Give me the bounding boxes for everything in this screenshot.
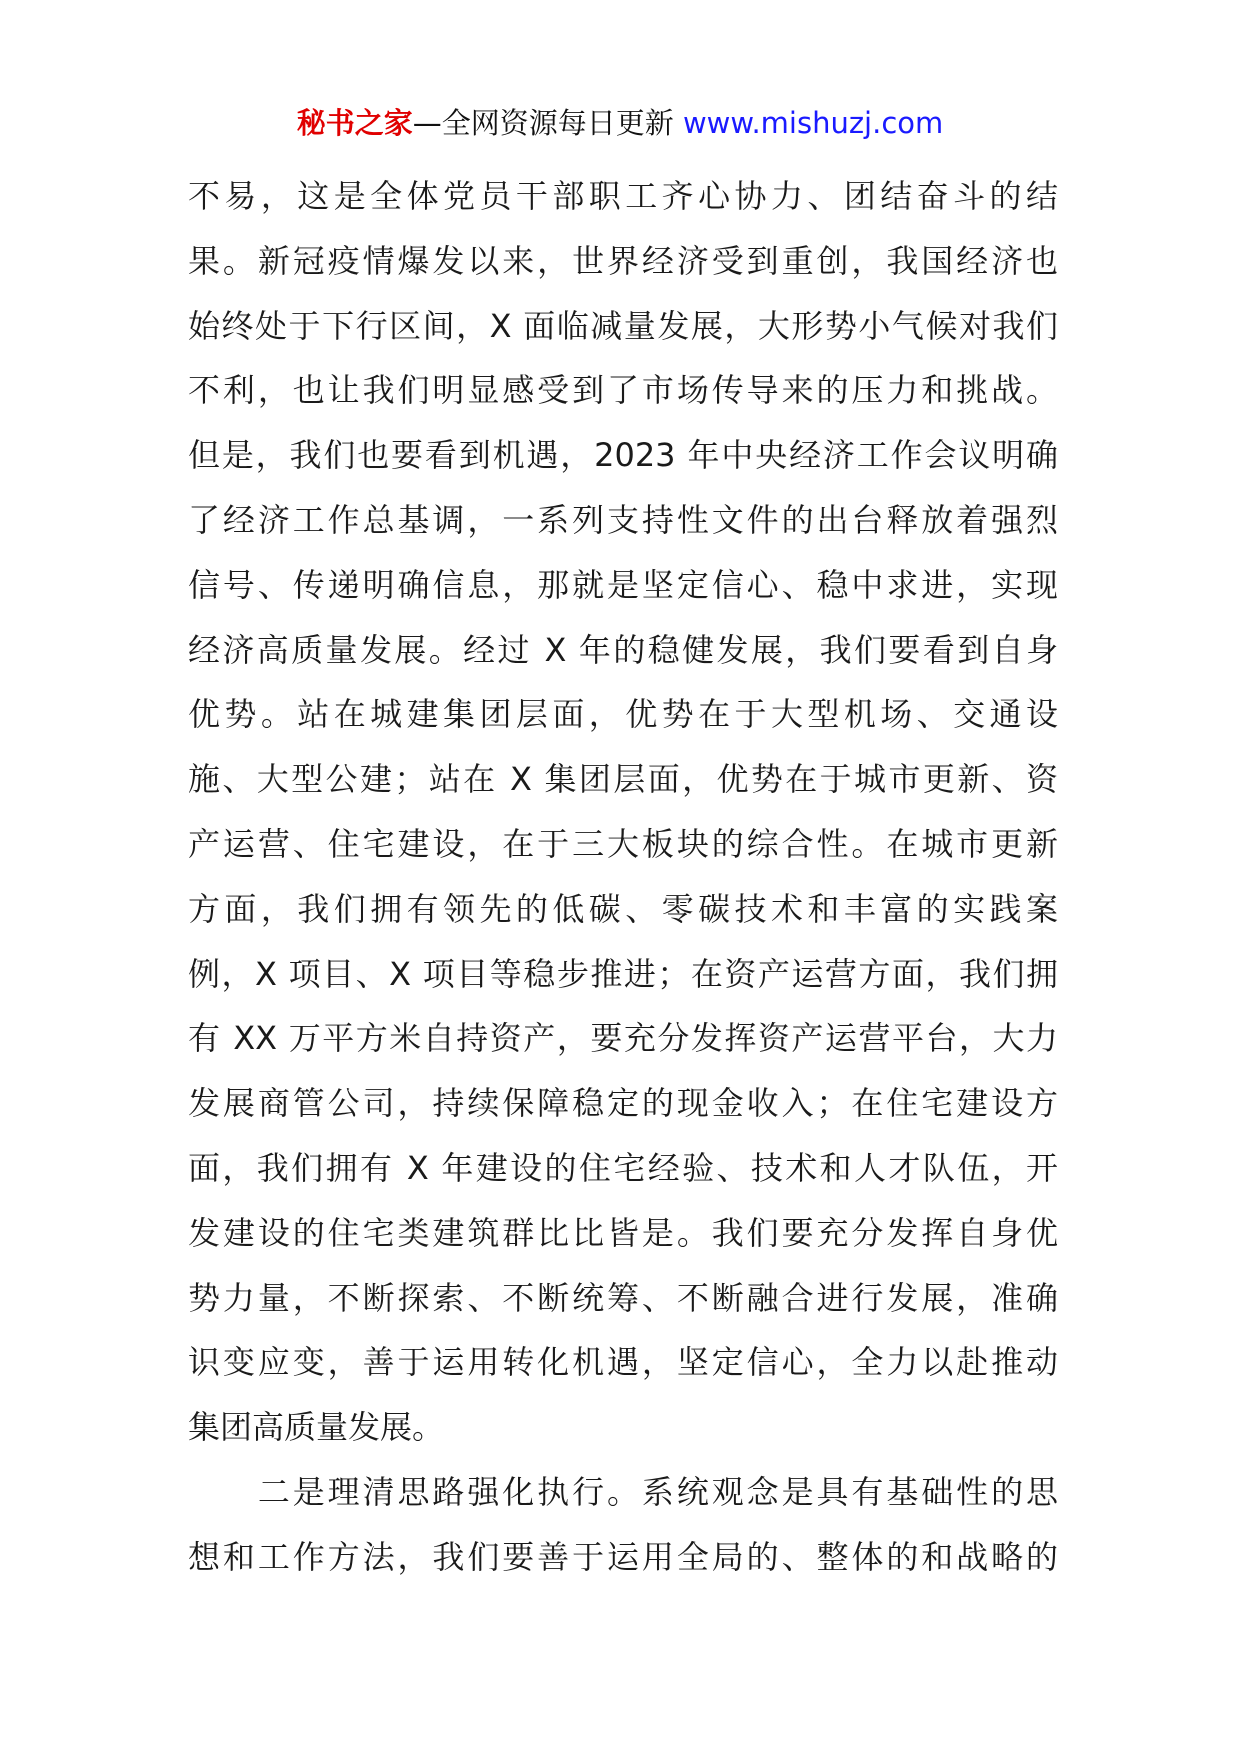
text-line: 方面，我们拥有领先的低碳、零碳技术和丰富的实践案 xyxy=(188,889,1058,928)
text-line: 优势。站在城建集团层面，优势在于大型机场、交通设 xyxy=(188,695,1058,734)
text-line: 不利，也让我们明显感受到了市场传导来的压力和挑战。 xyxy=(188,371,1058,410)
text-line: 始终处于下行区间，X 面临减量发展，大形势小气候对我们 xyxy=(188,306,1058,345)
document-body xyxy=(188,164,1058,1590)
header-tagline: —全网资源每日更新 xyxy=(412,106,683,140)
site-url-link[interactable]: www.mishuzj.com xyxy=(682,106,944,140)
paragraph-2 xyxy=(188,1460,1058,1590)
text-line: 发建设的住宅类建筑群比比皆是。我们要充分发挥自身优 xyxy=(188,1213,1058,1252)
brand-name: 秘书之家 xyxy=(296,106,413,140)
text-line: 果。新冠疫情爆发以来，世界经济受到重创，我国经济也 xyxy=(188,241,1058,280)
text-line: 面，我们拥有 X 年建设的住宅经验、技术和人才队伍，开 xyxy=(188,1148,1058,1187)
text-line: 了经济工作总基调，一系列支持性文件的出台释放着强烈 xyxy=(188,500,1058,539)
text-line: 集团高质量发展。 xyxy=(188,1408,445,1447)
text-line: 识变应变，善于运用转化机遇，坚定信心，全力以赴推动 xyxy=(188,1343,1058,1382)
text-line: 产运营、住宅建设，在于三大板块的综合性。在城市更新 xyxy=(188,824,1058,863)
text-line: 经济高质量发展。经过 X 年的稳健发展，我们要看到自身 xyxy=(188,630,1058,669)
text-line: 势力量，不断探索、不断统筹、不断融合进行发展，准确 xyxy=(188,1278,1058,1317)
text-line: 信号、传递明确信息，那就是坚定信心、稳中求进，实现 xyxy=(188,565,1058,604)
text-line: 有 XX 万平方米自持资产，要充分发挥资产运营平台，大力 xyxy=(188,1019,1058,1058)
text-line: 不易，这是全体党员干部职工齐心协力、团结奋斗的结 xyxy=(188,177,1058,215)
text-line: 发展商管公司，持续保障稳定的现金收入；在住宅建设方 xyxy=(188,1084,1058,1123)
text-line: 施、大型公建；站在 X 集团层面，优势在于城市更新、资 xyxy=(188,760,1058,799)
page-header xyxy=(0,100,1240,146)
text-line: 二是理清思路强化执行。系统观念是具有基础性的思 xyxy=(188,1472,1058,1511)
text-line: 例，X 项目、X 项目等稳步推进；在资产运营方面，我们拥 xyxy=(188,954,1058,993)
text-line: 想和工作方法，我们要善于运用全局的、整体的和战略的 xyxy=(188,1537,1058,1576)
text-line: 但是，我们也要看到机遇，2023 年中央经济工作会议明确 xyxy=(188,436,1058,475)
paragraph-1 xyxy=(188,164,1058,1460)
